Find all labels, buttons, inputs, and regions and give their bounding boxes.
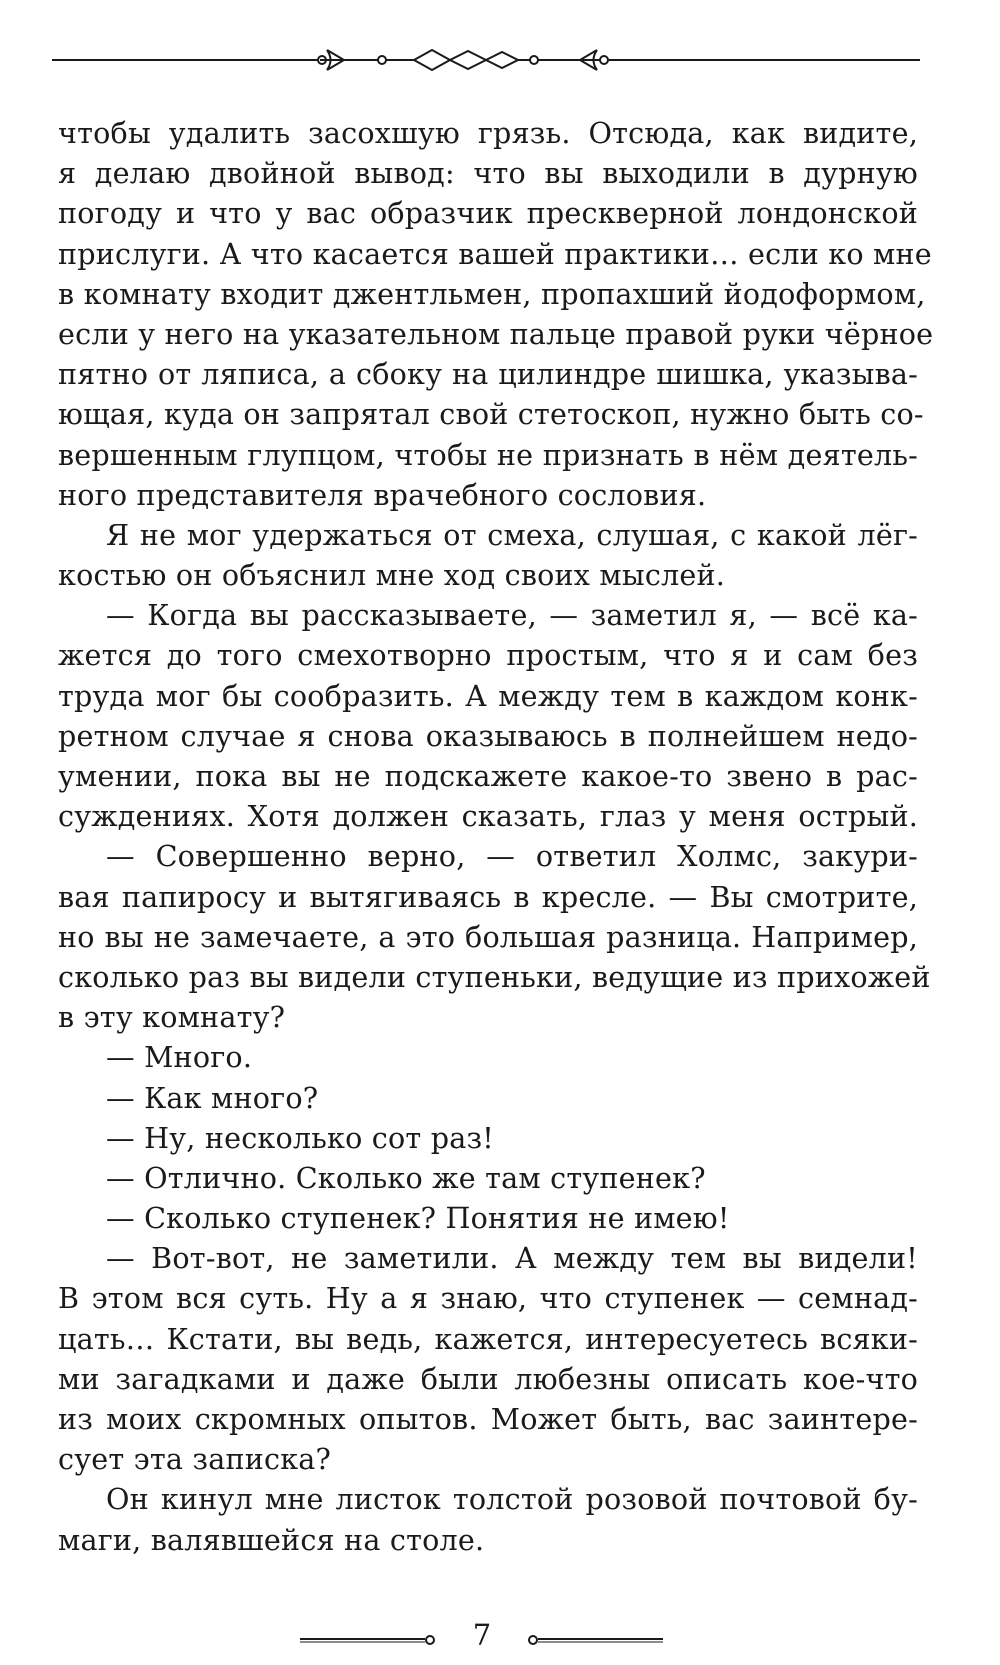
text-line: ретном случае я снова оказываюсь в полнейшем недо-	[58, 718, 918, 753]
text-line: если у него на указательном пальце правой руки чёрное	[58, 316, 934, 351]
text-line: я делаю двойной вывод: что вы выходили в дурную	[58, 156, 918, 191]
text-line: сколько раз вы видели ступеньки, ведущие из прихожей	[58, 959, 931, 994]
text-line: — Когда вы рассказываете, — заметил я, — всё ка-	[106, 598, 918, 633]
text-line: Он кинул мне листок толстой розовой почтовой бу-	[106, 1482, 918, 1517]
text-line: — Сколько ступенек? Понятия не имею!	[106, 1201, 730, 1236]
text-line: — Совершенно верно, — ответил Холмс, закури-	[106, 839, 918, 874]
text-line: Я не мог удержаться от смеха, слушая, с какой лёг-	[106, 517, 918, 552]
text-line: костью он объяснил мне ход своих мыслей.	[58, 558, 726, 593]
page-text	[58, 113, 934, 1560]
text-line: вершенным глупцом, чтобы не признать в нём деятель-	[58, 437, 918, 472]
text-line: из моих скромных опытов. Может быть, вас заинтере-	[58, 1402, 918, 1436]
text-line: — Отлично. Сколько же там ступенек?	[106, 1160, 706, 1195]
text-line: ного представителя врачебного сословия.	[58, 477, 707, 512]
top-ornament-divider	[52, 38, 920, 88]
text-line: маги, валявшейся на столе.	[58, 1522, 485, 1557]
text-line: вая папиросу и вытягиваясь в кресле. — Вы смотрите,	[58, 879, 918, 914]
text-line: в эту комнату?	[58, 1000, 286, 1035]
text-line: погоду и что у вас образчик прескверной лондонской	[58, 196, 918, 231]
text-line: ми загадками и даже были любезны описать кое-что	[58, 1361, 918, 1396]
text-line: в комнату входит джентльмен, пропахший йодоформом,	[58, 276, 926, 311]
text-line: пятно от ляписа, а сбоку на цилиндре шишка, указыва-	[58, 357, 918, 392]
text-line: — Много.	[106, 1040, 253, 1075]
text-line: суждениях. Хотя должен сказать, глаз у меня острый.	[58, 799, 918, 834]
text-line: сует эта записка?	[58, 1442, 332, 1477]
text-line: — Как много?	[106, 1080, 319, 1115]
text-line: — Ну, несколько сот раз!	[106, 1120, 494, 1155]
text-line: труда мог бы сообразить. А между тем в каждом конк-	[58, 678, 918, 713]
text-line: умении, пока вы не подскажете какое-то звено в рас-	[58, 759, 918, 793]
text-line: жется до того смехотворно простым, что я и сам без	[58, 638, 918, 673]
text-line: ющая, куда он запрятал свой стетоскоп, нужно быть со-	[58, 397, 924, 432]
text-line: В этом вся суть. Ну а я знаю, что ступенек — семнад-	[58, 1281, 918, 1316]
text-line: чтобы удалить засохшую грязь. Отсюда, как видите,	[58, 116, 918, 150]
text-line: прислуги. А что касается вашей практики… если ко мне	[58, 236, 932, 271]
text-line: — Вот-вот, не заметили. А между тем вы видели!	[106, 1241, 918, 1276]
text-line: но вы не замечаете, а это большая разница. Например,	[58, 919, 918, 954]
text-line: цать… Кстати, вы ведь, кажется, интересуетесь всяки-	[58, 1321, 918, 1356]
page-number: 7	[472, 1618, 492, 1652]
